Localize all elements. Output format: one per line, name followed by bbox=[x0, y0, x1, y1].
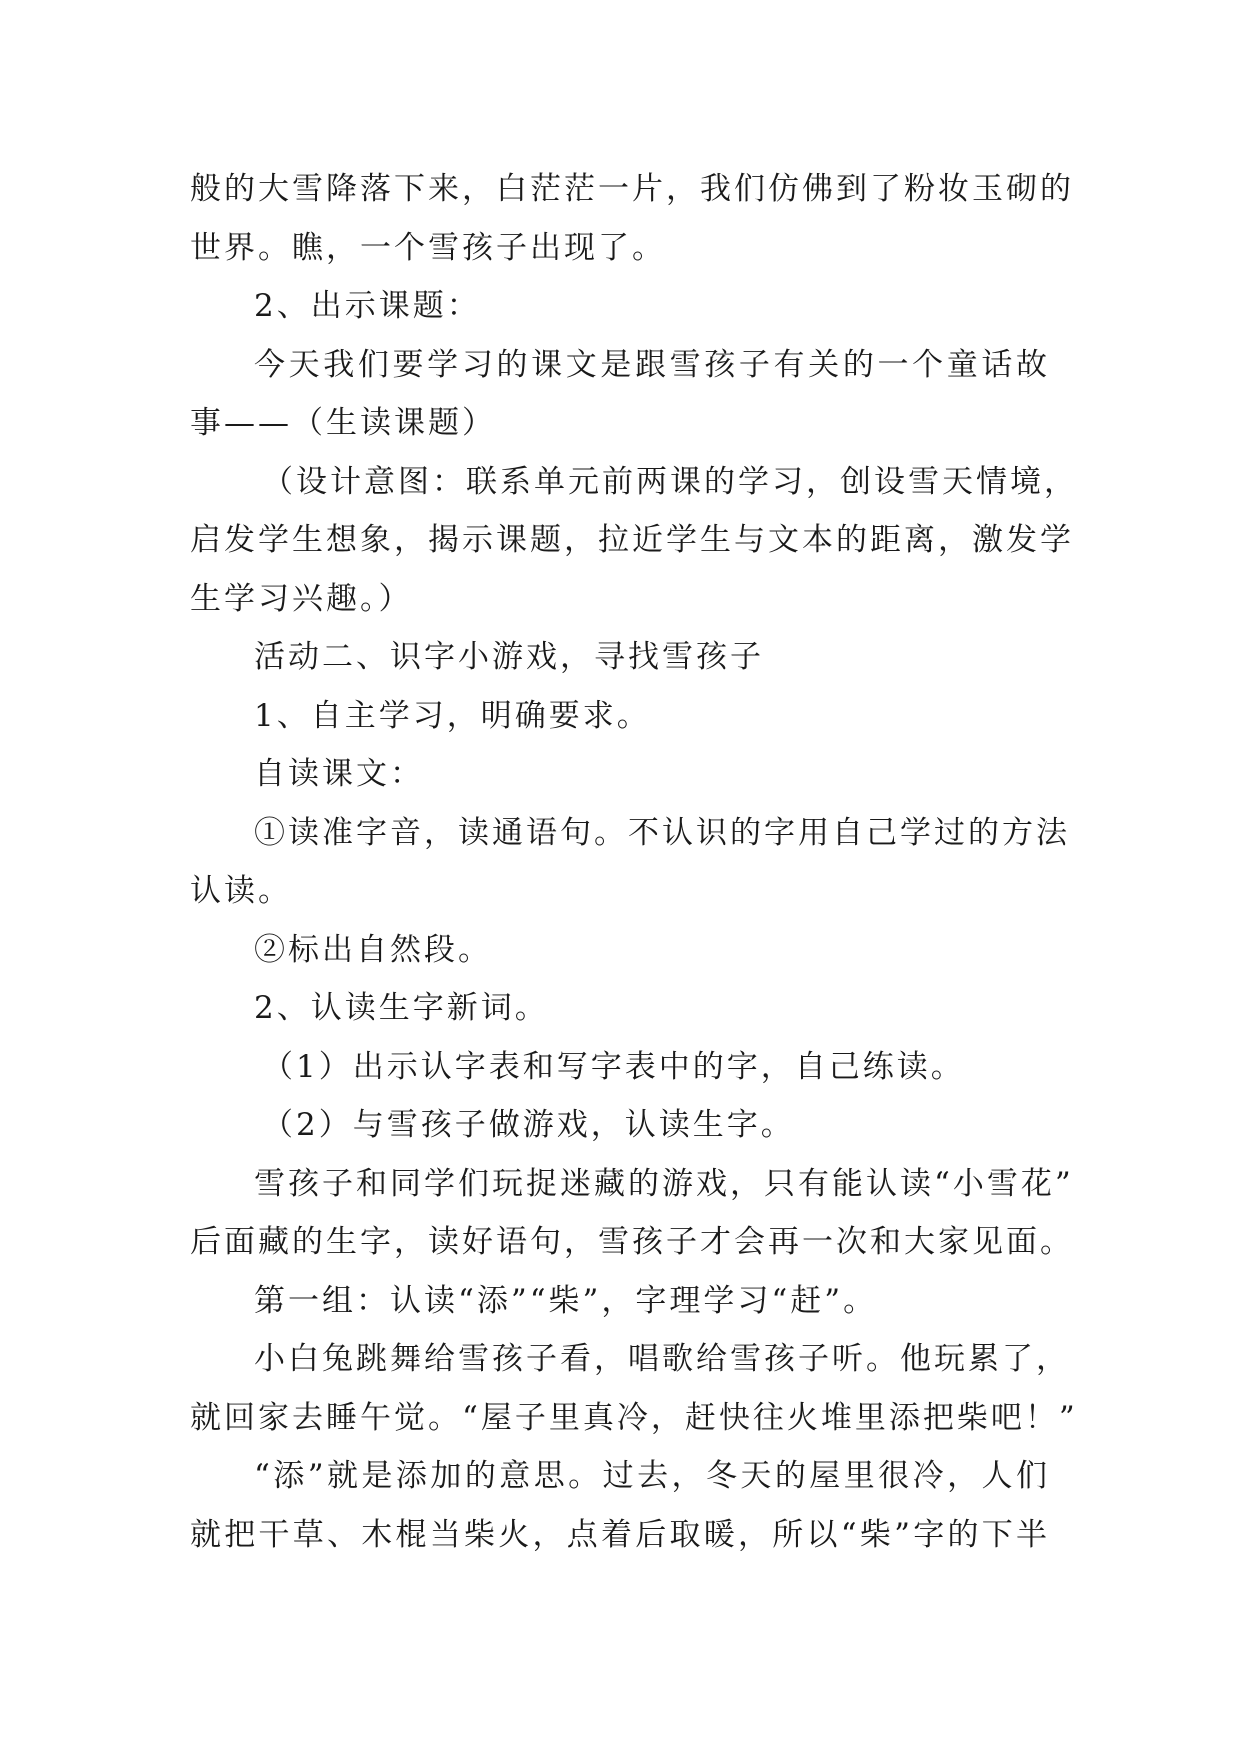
list-item: （1）出示认字表和写字表中的字，自己练读。 bbox=[262, 1048, 965, 1085]
text-line: 就把干草、木棍当柴火，点着后取暖，所以“柴”字的下半 bbox=[190, 1516, 1050, 1553]
design-note-line: 生学习兴趣。） bbox=[190, 580, 413, 617]
text-line: 后面藏的生字，读好语句，雪孩子才会再一次和大家见面。 bbox=[190, 1224, 1074, 1260]
step-heading: 1、自主学习，明确要求。 bbox=[254, 697, 651, 734]
list-item: （2）与雪孩子做游戏，认读生字。 bbox=[262, 1107, 795, 1143]
text-line: 认读。 bbox=[190, 873, 292, 909]
design-note-line: 启发学生想象，揭示课题，拉近学生与文本的距离，激发学 bbox=[190, 522, 1074, 558]
list-item: ②标出自然段。 bbox=[254, 931, 492, 968]
body-text bbox=[190, 160, 1078, 1564]
step-heading: 2、认读生字新词。 bbox=[254, 990, 549, 1026]
text-line: 小白兔跳舞给雪孩子看，唱歌给雪孩子听。他玩累了， bbox=[254, 1341, 1070, 1377]
text-line: 世界。瞧，一个雪孩子出现了。 bbox=[190, 229, 666, 266]
text-line: 就回家去睡午觉。“屋子里真冷，赶快往火堆里添把柴吧！” bbox=[190, 1399, 1078, 1436]
list-item: ①读准字音，读通语句。不认识的字用自己学过的方法 bbox=[254, 814, 1070, 851]
section-heading: 2、出示课题： bbox=[254, 288, 481, 324]
group-heading: 第一组：认读“添”“柴”，字理学习“赶”。 bbox=[254, 1282, 878, 1319]
text-line: “添”就是添加的意思。过去，冬天的屋里很冷，人们 bbox=[254, 1458, 1050, 1494]
text-line: 今天我们要学习的课文是跟雪孩子有关的一个童话故 bbox=[254, 346, 1050, 383]
design-note-line: （设计意图：联系单元前两课的学习，创设雪天情境， bbox=[262, 463, 1078, 500]
activity-heading: 活动二、识字小游戏，寻找雪孩子 bbox=[254, 639, 764, 675]
text-line: 雪孩子和同学们玩捉迷藏的游戏，只有能认读“小雪花” bbox=[254, 1165, 1074, 1202]
text-line: 事——（生读课题） bbox=[190, 405, 496, 441]
text-line: 般的大雪降落下来，白茫茫一片，我们仿佛到了粉妆玉砌的 bbox=[190, 171, 1074, 207]
text-line: 自读课文： bbox=[254, 756, 424, 792]
